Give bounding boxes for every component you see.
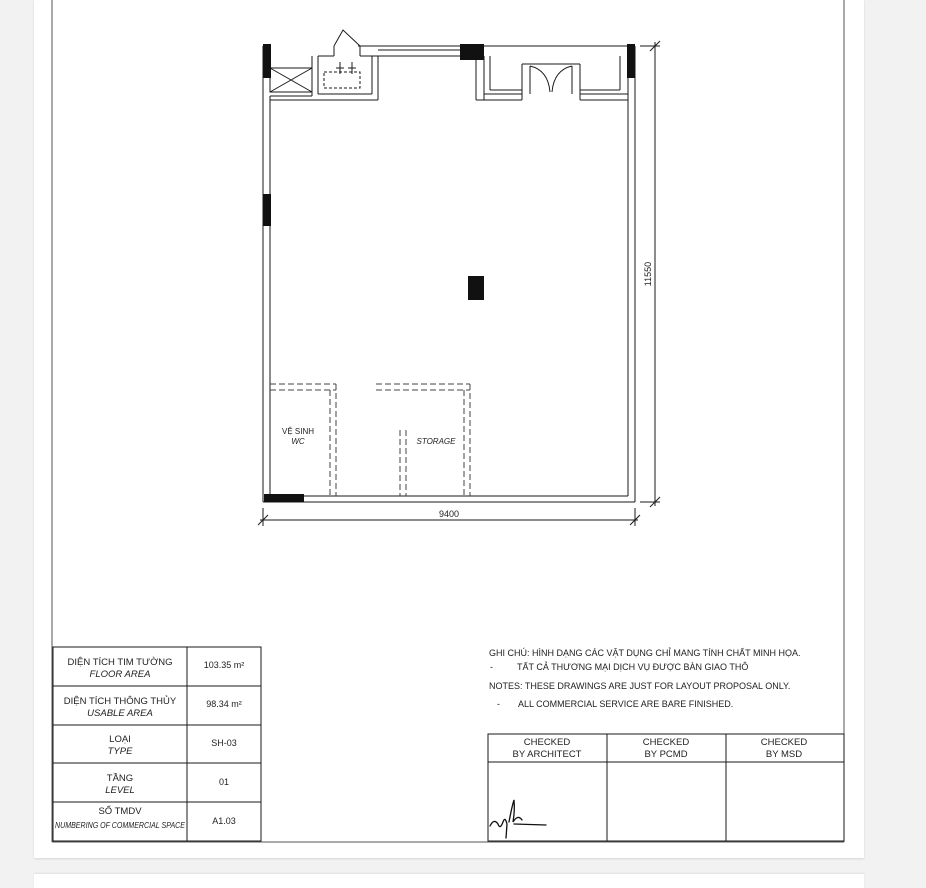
floor-area-value: 103.35 m² bbox=[203, 660, 245, 670]
height-dimension-label: 11550 bbox=[643, 261, 653, 287]
level-label-en: LEVEL bbox=[105, 785, 135, 796]
note-en-2: ALL COMMERCIAL SERVICE ARE BARE FINISHED. bbox=[518, 699, 734, 709]
numbering-label-en: NUMBERING OF COMMERCIAL SPACE bbox=[55, 821, 186, 830]
note-vn-1: GHI CHÚ: HÌNH DẠNG CÁC VẬT DỤNG CHỈ MANG TÍNH CHẤT MINH HỌA. bbox=[489, 648, 801, 658]
floor-area-label-vn: DIỆN TÍCH TIM TƯỜNG bbox=[67, 657, 173, 668]
note-vn-bullet: - bbox=[490, 662, 493, 672]
wc-room-label-en: WC bbox=[291, 437, 305, 446]
numbering-label-vn: SỐ TMDV bbox=[98, 806, 142, 817]
type-label-en: TYPE bbox=[107, 746, 133, 757]
check-msd-line1: CHECKED bbox=[760, 737, 808, 748]
wc-room-label-vn: VỆ SINH bbox=[281, 427, 315, 436]
check-architect-line2: BY ARCHITECT bbox=[512, 749, 582, 760]
usable-area-label-vn: DIỆN TÍCH THÔNG THỦY bbox=[63, 696, 177, 707]
note-en-1: NOTES: THESE DRAWINGS ARE JUST FOR LAYOUT PROPOSAL ONLY. bbox=[489, 681, 791, 691]
dimension-lines bbox=[258, 41, 660, 526]
usable-area-label-en: USABLE AREA bbox=[87, 708, 153, 719]
check-pcmd-line2: BY PCMD bbox=[644, 749, 688, 760]
note-vn-2: TẤT CẢ THƯƠNG MẠI DỊCH VỤ ĐƯỢC BÀN GIAO THÔ bbox=[517, 662, 749, 672]
type-value: SH-03 bbox=[211, 738, 237, 748]
floor-area-label-en: FLOOR AREA bbox=[89, 669, 151, 680]
architect-signature bbox=[490, 800, 546, 838]
note-en-bullet: - bbox=[497, 699, 500, 709]
width-dimension-label: 9400 bbox=[438, 509, 460, 519]
check-architect-line1: CHECKED bbox=[523, 737, 571, 748]
numbering-value: A1.03 bbox=[212, 816, 236, 826]
storage-room-label-en: STORAGE bbox=[416, 437, 456, 446]
plan-walls bbox=[263, 30, 635, 502]
check-pcmd-line1: CHECKED bbox=[642, 737, 690, 748]
usable-area-value: 98.34 m² bbox=[206, 699, 242, 709]
level-value: 01 bbox=[218, 777, 230, 787]
level-label-vn: TẦNG bbox=[106, 773, 134, 784]
structural-columns bbox=[263, 44, 635, 502]
check-msd-line2: BY MSD bbox=[765, 749, 803, 760]
type-label-vn: LOẠI bbox=[109, 734, 131, 745]
